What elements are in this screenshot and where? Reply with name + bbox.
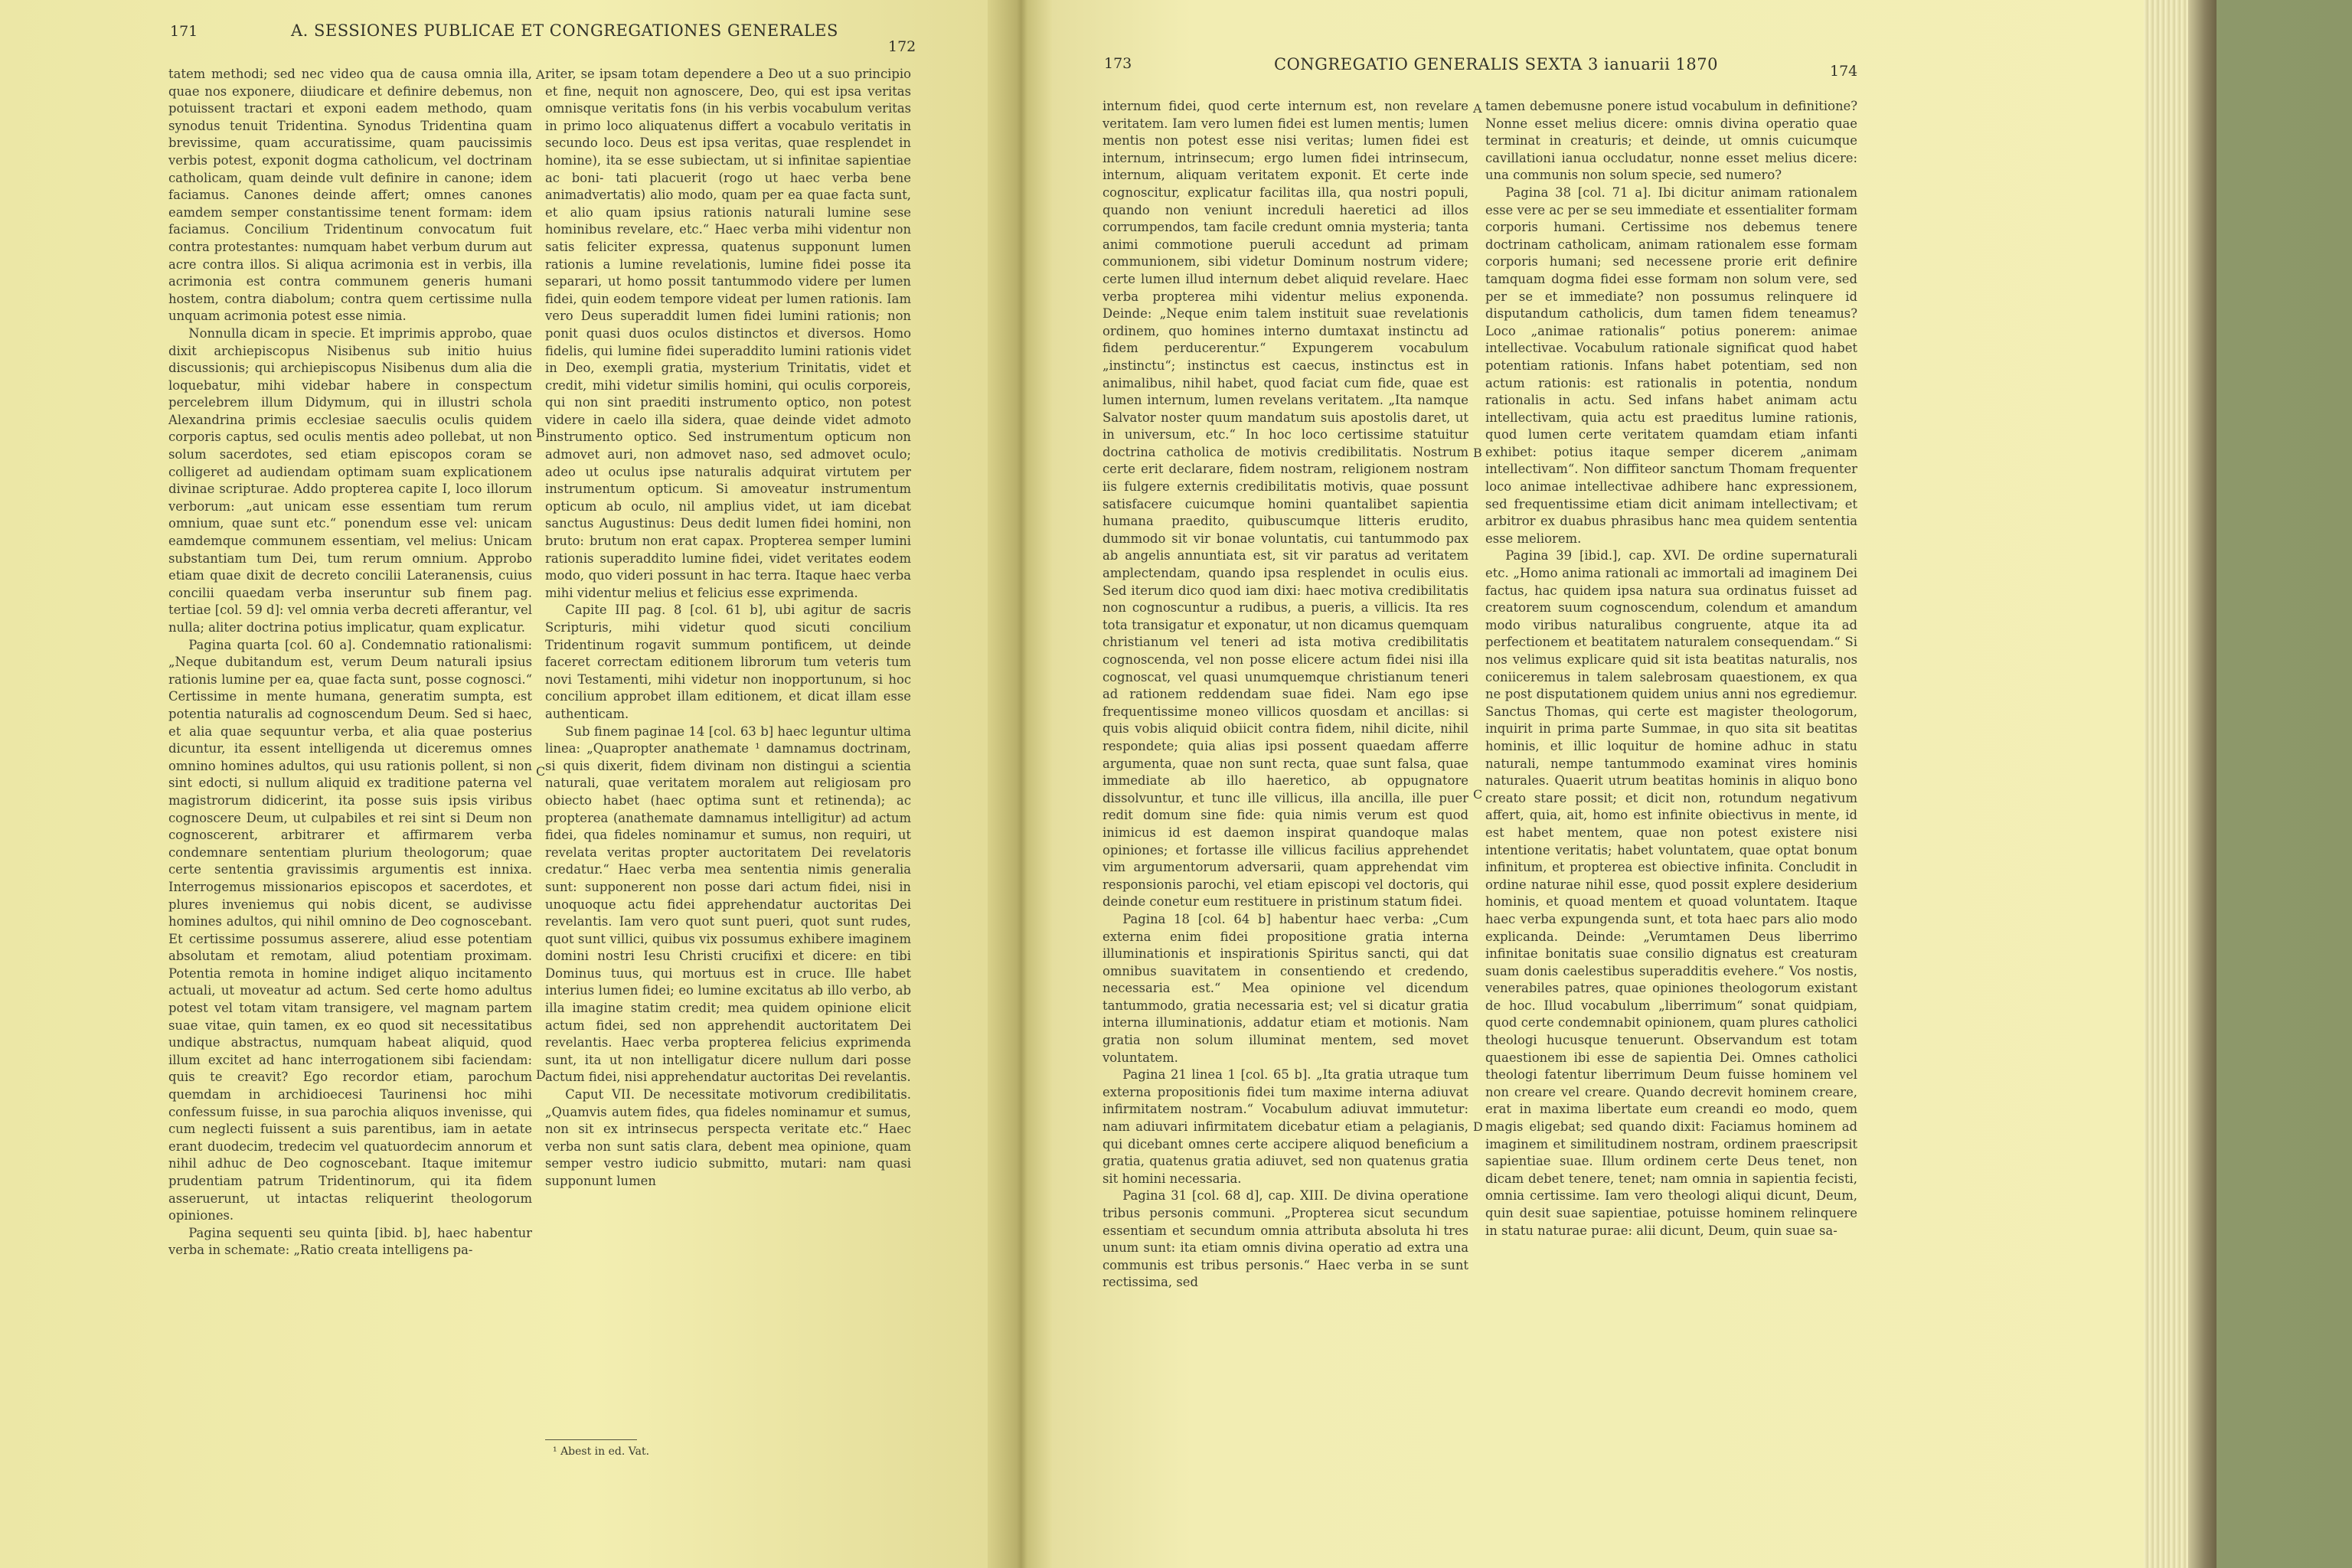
running-head-left: A. SESSIONES PUBLICAE ET CONGREGATIONES GENERALES xyxy=(291,21,838,40)
page-number-173: 173 xyxy=(1104,55,1132,72)
paragraph: Nonnulla dicam in specie. Et imprimis approbo, quae dixit archiepiscopus Nisibenus sub initio huius discussionis; qui archiepiscopus Nisibenus dum alia die loquebatur, mihi videbar habere in conspectum percelebrem illum Didymum, qui in illustri schola Alexandrina primis ecclesiae saeculis oculis quidem corporis captus, sed oculis mentis adeo pollebat, ut non solum sacerdotes, sed etiam episcopos coram se colligeret ad audiendam optimam suam explicationem divinae scripturae. Addo propterea capite I, loco illorum verborum: „aut unicam esse essentiam tum rerum omnium, quae sunt etc.“ ponendum esse vel: unicam eamdemque communem essentiam, vel melius: Unicam substantiam tum Dei, tum rerum omnium. Approbo etiam quae dixit de decreto concilii Lateranensis, cuius concilii quaedam verba inseruntur sub finem pag. tertiae [col. 59 d]: vel omnia verba decreti afferantur, vel nulla; aliter doctrina potius implicatur, quam explicatur. xyxy=(168,325,532,635)
right-page-column-1 xyxy=(1102,98,1468,1292)
margin-letter-a: A xyxy=(1473,101,1482,116)
left-page-column-1 xyxy=(168,66,532,1259)
paragraph: Pagina quarta [col. 60 a]. Condemnatio rationalismi: „Neque dubitandum est, verum Deum naturali ipsius rationis lumine per ea, quae facta sunt, posse cognosci.“ Certissime in mente humana, generatim sumpta, est potentia naturalis ad cognoscendum Deum. Sed si haec, et alia quae sequuntur verba, et alia quae posterius dicuntur, ita essent intelligenda ut diceremus omnes omnino homines adultos, qui usu rationis pollent, si non sint edocti, si nullum aliquid ex traditione paterna vel magistrorum didicerint, ita posse suis ipsis viribus cognoscere Deum, ut culpabiles et rei sint si Deum non cognoscerent, arbitrarer et affirmarem verba condemnare sententiam plurium theologorum; quae certe sententia gravissimis argumentis est innixa. Interrogemus missionarios episcopos et sacerdotes, et plures inveniemus qui nobis dicent, se audivisse homines adultos, qui nihil omnino de Deo cognoscebant. Et certissime possumus asserere, aliud esse potentiam absolutam et remotam, aliud potentiam proximam. Potentia remota in homine indiget aliquo incitamento actuali, ut moveatur ad actum. Sed certe homo adultus potest vel totam vitam transigere, vel magnam partem suae vitae, quin tamen, ex eo quod sit necessitatibus undique abstractus, numquam habeat aliquid, quod illum excitet ad hanc interrogationem sibi faciendam: quis te creavit? Ego recordor etiam, parochum quemdam in archidioecesi Taurinensi hoc mihi confessum fuisse, in sua parochia aliquos invenisse, qui cum neglecti fuissent a suis parentibus, iam in aetate erant duodecim, tredecim vel quatuordecim annorum et nihil adhuc de Deo cognoscebant. Itaque imitemur prudentiam patrum Tridentinorum, qui ita fidem asseruerunt, ut intactas reliquerint theologorum opiniones. xyxy=(168,637,532,1223)
page-number-171: 171 xyxy=(170,23,198,40)
paragraph: tatem methodi; sed nec video qua de causa omnia illa, quae nos exponere, diiudicare et definire debemus, non potuissent tractari et exponi eadem methodo, quam synodus tenuit Tridentina. Synodus Tridentina quam brevissime, quam accuratissime, quam paucissimis verbis potest, exponit dogma catholicum, vel doctrinam catholicam, quam deinde vult definire in canone; idem faciamus. Canones deinde affert; omnes canones eamdem semper constantissime tenent formam: idem faciamus. Concilium Tridentinum convocatum fuit contra protestantes: numquam habet verbum durum aut acre contra illos. Si aliqua acrimonia est in verbis, illa acrimonia est contra communem generis humani hostem, contra diabolum; contra quem certissime nulla unquam acrimonia potest esse nimia. xyxy=(168,67,532,324)
margin-letter-d: D xyxy=(1473,1119,1483,1134)
paragraph: Pagina 31 [col. 68 d], cap. XIII. De divina operatione tribus personis communi. „Propterea sicut secundum essentiam et secundum omnia attributa absoluta hi tres unum sunt: ita etiam omnis divina operatio ad extra una communis est tribus personis.“ Haec verba in se sunt rectissima, sed xyxy=(1102,1188,1468,1290)
paragraph: Pagina 39 [ibid.], cap. XVI. De ordine supernaturali etc. „Homo anima rationali ac immortali ad imaginem Dei factus, hac quidem ipsa natura sua ordinatus fuisset ad creatorem suum cognoscendum, colendum et amandum modo viribus naturalibus congruente, atque ita ad perfectionem et beatitatem naturalem consequendam.“ Si nos velimus explicare quid sit ista beatitas naturalis, nos coniiceremus in talem salebrosam quaestionem, ex qua ne post disputationem quidem unius anni nos egrediemur. Sanctus Thomas, qui certe est magister theologorum, inquirit in prima parte Summae, in quo sita sit beatitas hominis, et illic loquitur de homine adhuc in statu naturali, nempe tantummodo examinat vires hominis naturales. Quaerit utrum beatitas hominis in aliquo bono creato stare possit; et dicit non, rotundum negativum affert, quia, ait, homo est infinite obiectivus in mente, id est habet mentem, quae non potest existere nisi intentione veritatis; habet voluntatem, quae optat bonum infinitum, et propterea est obiective infinita. Concludit in ordine naturae nihil esse, quod possit explere desiderium hominis, et quoad mentem et quoad voluntatem. Itaque haec verba expungenda sunt, et tota haec pars alio modo explicanda. Deinde: „Verumtamen Deus liberrimo infinitae bonitatis suae consilio dignatus est creaturam suam donis caelestibus superadditis evehere.“ Vos nostis, venerabiles patres, quae opiniones theologorum existant de hoc. Illud vocabulum „liberrimum“ sonat quidpiam, quod certe condemnabit opinionem, quam plures catholici theologi hucusque tenuerunt. Observandum est totam quaestionem ibi esse de sapientia Dei. Omnes catholici theologi fatentur liberrimum Deum fuisse hominem vel non creare vel creare. Quando decrevit hominem creare, erat in maxima libertate eum creandi eo modo, quem magis eligebat; sed quando dixit: Faciamus hominem ad imaginem et similitudinem nostram, ordinem praescripsit sapientiae suae. Illum ordinem certe Deus tenet, non dicam debet tenere, tenet; nam omnia in sapientia fecisti, omnia certissime. Iam vero theologi aliqui dicunt, Deum, quin desit suae sapientiae, potuisse hominem relinquere in statu naturae purae: alii dicunt, Deum, quin suae sa- xyxy=(1485,548,1857,1238)
margin-letter-b: B xyxy=(536,426,545,440)
paragraph: tamen debemusne ponere istud vocabulum in definitione? Nonne esset melius dicere: omnis divina operatio quae terminat in creaturis; et deinde, ut omnis cuicumque cavillationi ianua occludatur, nonne esset melius dicere: una communis non solum specie, sed numero? xyxy=(1485,99,1857,183)
margin-letter-a: A xyxy=(536,67,545,82)
footnote: ¹ Abest in ed. Vat. xyxy=(553,1446,650,1458)
paragraph: Sub finem paginae 14 [col. 63 b] haec leguntur ultima linea: „Quapropter anathemate ¹ damnamus doctrinam, si quis dixerit, fidem divinam non distingui a scientia naturali, quae veritatem moralem aut religiosam pro obiecto habet (haec optima sunt et retinenda); ac propterea (anathemate damnamus intelligitur) ad actum fidei, qua fideles nominamur et sumus, non requiri, ut revelata veritas propter auctoritatem Dei revelatoris credatur.“ Haec verba mea sententia nimis generalia sunt: supponerent non posse dari actum fidei, nisi in unoquoque actu fidei apprehendatur auctoritas Dei revelantis. Iam vero quot sunt pueri, quot sunt rudes, quot sunt villici, quibus vix possumus exhibere imaginem domini nostri Iesu Christi crucifixi et dicere: en tibi Dominus tuus, qui mortuus est in cruce. Ille habet interius lumen fidei; eo lumine excitatus ab illo verbo, ab illa imagine statim credit; mea quidem opinione elicit actum fidei, sed non apprehendit auctoritatem Dei revelantis. Haec verba propterea felicius exprimenda sunt, ita ut non intelligatur dicere nullum dari posse actum fidei, nisi apprehendatur auctoritas Dei revelantis. xyxy=(545,724,911,1085)
margin-letter-c: C xyxy=(1473,787,1483,802)
left-page-column-2 xyxy=(545,66,911,1191)
footnote-rule xyxy=(545,1439,637,1440)
running-head-right: CONGREGATIO GENERALIS SEXTA 3 ianuarii 1870 xyxy=(1274,55,1718,74)
book-gutter xyxy=(988,0,1052,1568)
page-number-174: 174 xyxy=(1830,63,1858,80)
margin-letter-c: C xyxy=(536,764,546,779)
paragraph: internum fidei, quod certe internum est, non revelare veritatem. Iam vero lumen fidei est lumen mentis; lumen mentis non potest esse nisi veritas; lumen fidei est internum, intrinsecum; ergo lumen fidei intrinsecum, internum, aliquam veritatem exponit. Et certe inde cognoscitur, explicatur facilitas illa, qua nostri populi, quando non veniunt increduli haeretici ad illos corrumpendos, tam facile credunt omnia mysteria; tanta animi commotione pueruli accedunt ad primam communionem, sibi videtur Dominum nostrum videre; certe lumen illud internum debet aliquid revelare. Haec verba propterea mihi videntur melius exponenda. Deinde: „Neque enim talem instituit suae revelationis ordinem, quo homines interno dumtaxat instinctu ad fidem perducerentur.“ Expungerem vocabulum „instinctu“; instinctus est caecus, instinctus est in animalibus, nihil habet, quod faciat cum fide, quae est lumen internum, lumen revelans veritatem. „Ita namque Salvator noster quum mandatum suis apostolis daret, ut in universum, etc.“ In hoc loco certissime statuitur doctrina catholica de motivis credibilitatis. Nostrum certe erit declarare, fidem nostram, religionem nostram iis fulgere externis credibilitatis motivis, quae possunt satisfacere cuicumque homini quantalibet sapientia humana praedito, quibuscumque litteris erudito, dummodo sit vir bonae voluntatis, cui tantummodo pax ab angelis annuntiata est, sit vir paratus ad veritatem amplectendam, quando ipsa resplendet in oculis eius. Sed iterum dico quod iam dixi: haec motiva credibilitatis non cognoscuntur a rudibus, a pueris, a villicis. Ita res tota transigatur et exponatur, ut non dicamus quemquam christianum vel teneri ad ista motiva credibilitatis cognoscenda, vel non posse elicere actum fidei nisi illa cognoscat, vel quasi unumquemque christianum teneri ad rationem reddendam suae fidei. Nam ego ipse frequentissime moneo villicos quosdam et ancillas: si quis vobis aliquid obiicit contra fidem, nihil dicite, nihil respondete; quia alias ipsi possent quaedam afferre argumenta, quae non sunt recta, quae sunt falsa, quae immediate ab illo haeretico, ab oppugnatore dissolvuntur, et tunc ille villicus, illa ancilla, ille puer redit domum sine fide: quia nimis verum est quod inimicus id est daemon inspirat quandoque malas opiniones; et fortasse ille villicus facilius apprehendet vim argumentorum adversarii, quam apprehendat vim responsionis parochi, vel etiam episcopi vel doctoris, qui deinde conetur eum restituere in pristinum statum fidei. xyxy=(1102,99,1468,910)
page-number-172: 172 xyxy=(888,38,916,55)
book-cover-edge xyxy=(2188,0,2216,1568)
paragraph: Pagina 21 linea 1 [col. 65 b]. „Ita gratia utraque tum externa propositionis fidei tum maxime interna adiuvat infirmitatem nostram.“ Vocabulum adiuvat immutetur: nam adiuvari infirmitatem dicebatur etiam a pelagianis, qui dicebant omnes certe accipere aliquod beneficium a gratia, quatenus gratia adiuvet, sed non quatenus gratia sit homini necessaria. xyxy=(1102,1067,1468,1186)
paragraph: Caput VII. De necessitate motivorum credibilitatis. „Quamvis autem fides, qua fideles nominamur et sumus, non sit ex intrinsecus perspecta veritate etc.“ Haec verba non sunt satis clara, debent mea opinione, quam semper vestro iudicio submitto, mutari: nam quasi supponunt lumen xyxy=(545,1087,911,1188)
left-page xyxy=(0,0,988,1568)
right-page-column-2 xyxy=(1485,98,1857,1240)
right-page xyxy=(1052,0,2216,1568)
paragraph: Pagina sequenti seu quinta [ibid. b], haec habentur verba in schemate: „Ratio creata intelligens pa- xyxy=(168,1225,532,1258)
margin-letter-d: D xyxy=(536,1067,546,1082)
paragraph: Pagina 38 [col. 71 a]. Ibi dicitur animam rationalem esse vere ac per se seu immediate et essentialiter formam corporis humani. Certissime nos debemus tenere doctrinam catholicam, animam rationalem esse formam corporis humani; sed necessene prorie erit definire tamquam dogma fidei esse formam non solum vere, sed per se et immediate? non possumus relinquere id disputandum catholicis, dum tamen fidem teneamus? Loco „animae rationalis“ potius ponerem: animae intellectivae. Vocabulum rationale significat quod habet potentiam rationis. Infans habet potentiam, sed non actum rationis: est rationalis in potentia, nondum rationalis in actu. Sed infans habet animam actu intellectivam, quia actu est praeditus lumine rationis, quod lumen certe veritatem quamdam etiam infanti exhibet: potius itaque semper dicerem „animam intellectivam“. Non diffiteor sanctum Thomam frequenter loco animae intellectivae adhibere hanc expressionem, sed frequentissime etiam dicit animam intellectivam; et arbitror ex duabus phrasibus hanc mea quidem sententia esse meliorem. xyxy=(1485,185,1857,546)
paragraph: Pagina 18 [col. 64 b] habentur haec verba: „Cum externa enim fidei propositione gratia interna illuminationis et inspirationis Spiritus sancti, qui dat omnibus suavitatem in consentiendo et credendo, necessaria est.“ Mea opinione vel dicendum tantummodo, gratia necessaria est; vel si dicatur gratia interna illuminationis, addatur etiam et motionis. Nam gratia non solum illuminat mentem, sed movet voluntatem. xyxy=(1102,911,1468,1065)
margin-letter-b: B xyxy=(1473,446,1482,460)
paragraph: riter, se ipsam totam dependere a Deo ut a suo principio et fine, nequit non agnoscere, Deo, qui est ipsa veritas omnisque veritatis fons (in his verbis vocabulum veritas in primo loco aliquatenus differt a vocabulo veritatis in secundo loco. Deus est ipsa veritas, quae resplendet in homine), ita se esse subiectam, ut si infinitae sapientiae ac boni- tati placuerit (rogo ut haec verba bene animadvertatis) alio modo, quam per ea quae facta sunt, et alio quam ipsius rationis naturali lumine sese hominibus revelare, etc.“ Haec verba mihi videntur non satis feliciter expressa, quatenus supponunt lumen rationis a lumine revelationis, lumine fidei posse ita separari, ut homo possit tantummodo videre per lumen fidei, quin eodem tempore videat per lumen rationis. Iam vero Deus superaddit lumen fidei lumini rationis; non ponit quasi duos oculos distinctos et diversos. Homo fidelis, qui lumine fidei superaddito lumini rationis videt in Deo, exempli gratia, mysterium Trinitatis, videt et credit, mihi videtur similis homini, qui oculis corporeis, qui non sint praediti instrumento optico, non potest videre in caelo illa sidera, quae deinde videt admoto instrumento optico. Sed instrumentum opticum non admovet auri, non admovet naso, sed admovet oculo; adeo ut oculus ipse naturalis adquirat virtutem per instrumentum opticum. Si amoveatur instrumentum opticum ab oculo, nil amplius videt, ut iam dicebat sanctus Augustinus: Deus dedit lumen fidei homini, non bruto: brutum non erat capax. Propterea semper lumini rationis superaddito lumine fidei, videt veritates eodem modo, quo videri possunt in hac terra. Itaque haec verba mihi videntur melius et felicius esse exprimenda. xyxy=(545,67,911,600)
paragraph: Capite III pag. 8 [col. 61 b], ubi agitur de sacris Scripturis, mihi videtur quod sicuti concilium Tridentinum rogavit summum pontificem, ut deinde faceret correctam editionem librorum tum veteris tum novi Testamenti, mihi videtur non inopportunum, si hoc concilium approbet illam editionem, et dicat illam esse authenticam. xyxy=(545,603,911,721)
